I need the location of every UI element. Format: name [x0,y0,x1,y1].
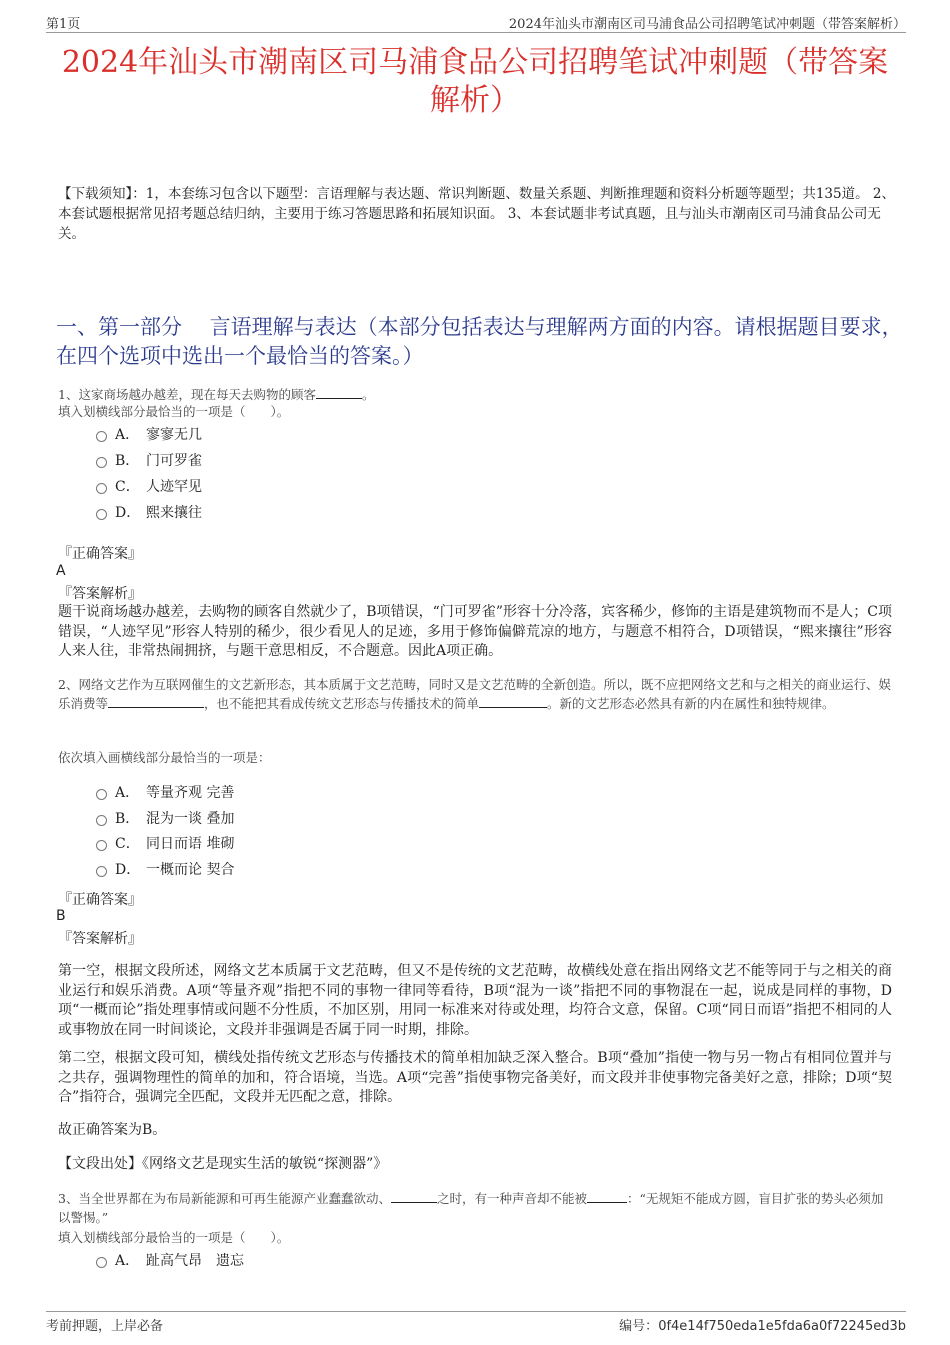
radio-icon[interactable] [96,1257,107,1268]
page-number: 第1页 [46,17,81,32]
radio-icon[interactable] [96,789,107,800]
radio-icon[interactable] [96,457,107,468]
q2-option-c[interactable]: C． 同日而语 堆砌 [96,834,234,854]
q1-blank [316,388,362,399]
q2-option-b[interactable]: B． 混为一谈 叠加 [96,809,234,829]
q3-option-a[interactable]: A． 趾高气昂 遗忘 [96,1251,244,1271]
q2-analysis-para-1: 第一空，根据文段所述，网络文艺本质属于文艺范畴，但又不是传统的文艺范畴，故横线处意在指出网络文艺不能等同于与之相关的商业运行和娱乐消费。A项“等量齐观”指把不同的事物一律同等看待，B项“混为一谈”指把不同的事物混在一起，说成是同样的事物，D项“一概而论”指处理事情或问题不分性质，不加区别，用同一标准来对待或处理，均符合文意，保留。C项“同日而语”指把不相同的人或事物放在同一时间谈论，文段并非强调是否属于同一时期，排除。 [58,963,892,1038]
q3-blank-1 [391,1192,437,1203]
q2-answer: B [56,908,66,924]
radio-icon[interactable] [96,815,107,826]
download-notice: 【下载须知】：1，本套练习包含以下题型：言语理解与表达题、常识判断题、数量关系题、判断推理题和资料分析题等题型；共135道。 2、本套试题根据常见招考题总结归纳，主要用于练习答题思路和拓展知识面。 3、本套试题非考试真题，且与汕头市潮南区司马浦食品公司无关。 [58,186,895,242]
radio-icon[interactable] [96,483,107,494]
q2-stem: 2、网络文艺作为互联网催生的文艺新形态，其本质属于文艺范畴，同时又是文艺范畴的全新创造。所以，既不应把网络文艺和与之相关的商业运行、娱乐消费等 ，也不能把其看成传统文艺形态与传播技术的简单 。新的文艺形态必然具有新的内在属性和独特规律。 [58,677,891,711]
radio-icon[interactable] [96,840,107,851]
q1-correct-label: 『正确答案』 [58,546,142,562]
section-heading: 一、第一部分 言语理解与表达（本部分包括表达与理解两方面的内容。请根据题目要求，在四个选项中选出一个最恰当的答案。） [56,315,903,368]
q1-option-c[interactable]: C． 人迹罕见 [96,477,202,497]
footer-slogan: 考前押题，上岸必备 [46,1319,164,1334]
q2-source: 【文段出处】《网络文艺是现实生活的敏锐“探测器”》 [58,1156,388,1172]
q1-option-a[interactable]: A． 寥寥无几 [96,425,202,445]
q1-option-d[interactable]: D． 熙来攘往 [96,503,202,523]
q2-prompt: 依次填入画横线部分最恰当的一项是： [58,750,271,765]
q1-analysis: 题干说商场越办越差，去购物的顾客自然就少了，B项错误，“门可罗雀”形容十分冷落，宾客稀少，修饰的主语是建筑物而不是人；C项错误，“人迹罕见”形容人特别的稀少，很少看见人的足迹，多用于修饰偏僻荒凉的地方，与题意不相符合，D项错误，“熙来攘往”形容人来人往，非常热闹拥挤，与题干意思相反，不合题意。因此A项正确。 [58,604,892,659]
q3-stem: 3、当全世界都在为布局新能源和可再生能源产业蠢蠢欲动、 之时，有一种声音却不能被 ：“无规矩不能成方圆，盲目扩张的势头必须加以警惕。” [58,1191,884,1225]
q3-prompt: 填入划横线部分最恰当的一项是（ ）。 [58,1230,290,1245]
q3-blank-2 [587,1192,627,1203]
page-title: 2024年汕头市潮南区司马浦食品公司招聘笔试冲刺题（带答案解析） [61,45,889,118]
radio-icon[interactable] [96,509,107,520]
header-divider [46,32,906,33]
footer-divider [46,1311,906,1312]
footer-code: 编号：0f4e14f750eda1e5fda6a0f72245ed3b [619,1319,906,1334]
q1-prompt: 填入划横线部分最恰当的一项是（ ）。 [58,404,290,419]
q2-correct-label: 『正确答案』 [58,892,142,908]
q1-analysis-label: 『答案解析』 [58,586,142,602]
header-doc-title: 2024年汕头市潮南区司马浦食品公司招聘笔试冲刺题（带答案解析） [508,17,906,32]
q2-option-a[interactable]: A． 等量齐观 完善 [96,783,234,803]
radio-icon[interactable] [96,866,107,877]
q1-option-b[interactable]: B． 门可罗雀 [96,451,202,471]
q2-analysis-para-2: 第二空，根据文段可知，横线处指传统文艺形态与传播技术的简单相加缺乏深入整合。B项“叠加”指使一物与另一物占有相同位置并与之共存，强调物理性的简单的加和，符合语境，当选。A项“完善”指使事物完备美好，而文段并非使事物完备美好之意，排除；D项“契合”指符合，强调完全匹配，文段并无匹配之意，排除。 [58,1050,892,1105]
q1-answer: A [56,563,66,579]
q2-blank-1 [108,697,204,708]
q1-stem: 1、这家商场越办越差，现在每天去购物的顾客 。 [58,387,375,402]
radio-icon[interactable] [96,431,107,442]
q2-conclusion: 故正确答案为B。 [58,1122,167,1138]
q2-blank-2 [479,697,547,708]
q2-option-d[interactable]: D． 一概而论 契合 [96,860,234,880]
q2-analysis-label: 『答案解析』 [58,931,142,947]
